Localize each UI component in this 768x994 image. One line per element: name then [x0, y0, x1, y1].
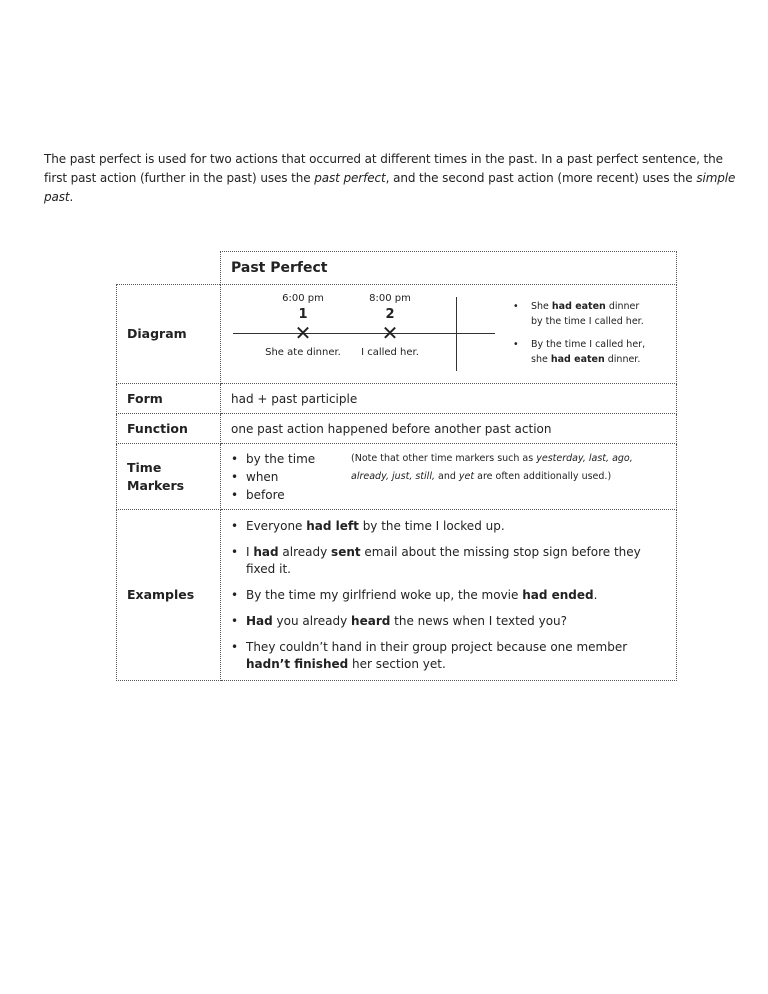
list-item: • before — [231, 486, 666, 504]
table-header: Past Perfect — [221, 252, 677, 285]
diagram-notes — [513, 299, 653, 375]
intro-text-1: The past perfect is used for two actions that occurred at different times in the past. In a past perfect sentence, the first past action (further in the past) uses the — [44, 152, 723, 185]
intro-text-2: , and the second past action (more recent) uses the — [385, 171, 697, 185]
time-markers-cell — [221, 444, 677, 510]
diagram-note-2: • By the time I called her, she had eaten dinner. — [513, 337, 653, 367]
intro-em-simple-past: simple past — [44, 171, 736, 204]
list-item: • when — [231, 468, 666, 486]
examples-cell — [221, 510, 677, 681]
event1-number: 1 — [298, 307, 308, 322]
intro-text-3: . — [69, 190, 74, 204]
now-marker-line — [456, 297, 457, 371]
event1-x-icon: ✕ — [294, 321, 312, 345]
example-item: • Everyone had left by the time I locked up. — [231, 518, 666, 535]
time-markers-label: Time Markers — [117, 444, 221, 510]
intro-paragraph — [44, 150, 744, 207]
examples-row — [117, 510, 677, 681]
header-empty-cell — [117, 252, 221, 285]
diagram-label: Diagram — [117, 285, 221, 384]
example-item: • I had already sent email about the missing stop sign before they fixed it. — [231, 544, 666, 578]
event2-time: 8:00 pm — [369, 293, 411, 304]
function-label: Function — [117, 414, 221, 444]
event2-x-icon: ✕ — [381, 321, 399, 345]
event1-caption: She ate dinner. — [265, 347, 341, 358]
diagram-row — [117, 285, 677, 384]
time-markers-note: (Note that other time markers such as yesterday, last, ago, already, just, still, and yet are often additionally used.) — [351, 452, 633, 482]
time-markers-row — [117, 444, 677, 510]
form-row — [117, 384, 677, 414]
function-value: one past action happened before another past action — [221, 414, 677, 444]
timeline-diagram — [221, 285, 677, 384]
past-perfect-table — [116, 251, 677, 681]
example-item: • They couldn’t hand in their group project because one member hadn’t finished her section yet. — [231, 639, 666, 673]
event1-time: 6:00 pm — [282, 293, 324, 304]
diagram-note-1: • She had eaten dinner by the time I called her. — [513, 299, 653, 329]
intro-em-past-perfect: past perfect — [314, 171, 386, 185]
form-value: had + past participle — [221, 384, 677, 414]
event2-caption: I called her. — [361, 347, 419, 358]
function-row — [117, 414, 677, 444]
example-item: • By the time my girlfriend woke up, the movie had ended. — [231, 587, 666, 604]
event2-number: 2 — [385, 307, 395, 322]
examples-label: Examples — [117, 510, 221, 681]
examples-list — [231, 518, 666, 673]
table-header-row — [117, 252, 677, 285]
list-item: • by the time — [231, 450, 666, 468]
example-item: • Had you already heard the news when I texted you? — [231, 613, 666, 630]
form-label: Form — [117, 384, 221, 414]
